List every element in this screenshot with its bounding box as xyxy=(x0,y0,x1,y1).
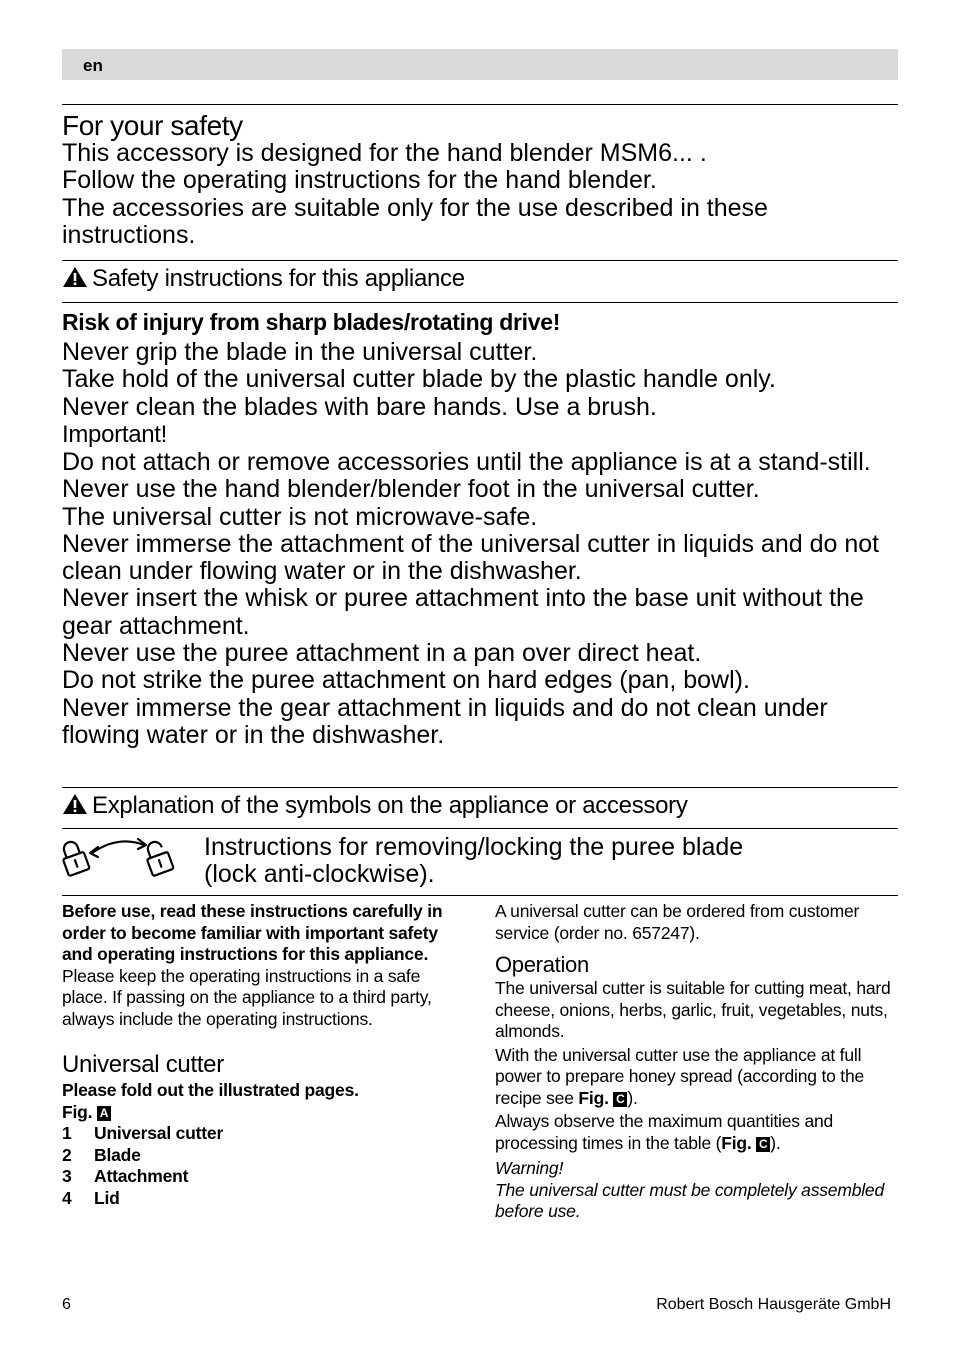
important-text xyxy=(62,449,902,749)
fig-letter-badge: A xyxy=(97,1106,111,1121)
order-note: A universal cutter can be ordered from customer service (order no. 657247). xyxy=(495,901,860,943)
risk-text xyxy=(62,339,902,421)
operation-text: Always observe the maximum quantities and processing times in the table (Fig. C ). xyxy=(495,1111,834,1153)
important-heading: Important! xyxy=(62,421,168,448)
fig-reference xyxy=(62,1102,467,1124)
intro-text: Please keep the operating instructions in a safe place. If passing on the appliance to a third party, always include the operating instructions. xyxy=(62,965,432,1029)
symbols-title: Explanation of the symbols on the appliance or accessory xyxy=(92,792,688,819)
divider xyxy=(62,787,898,788)
operation-title: Operation xyxy=(495,952,589,977)
operation-text: The universal cutter is suitable for cutting meat, hard cheese, onions, herbs, garlic, fruit, vegetables, nuts, almonds. xyxy=(495,978,891,1041)
fig-letter-badge: C xyxy=(613,1092,627,1107)
universal-cutter-title: Universal cutter xyxy=(62,1051,224,1078)
symbols-heading xyxy=(62,793,688,821)
lock-text-line: Instructions for removing/locking the puree blade xyxy=(204,833,744,861)
safety-title: For your safety xyxy=(62,110,243,141)
divider xyxy=(62,828,898,829)
safety-line: The accessories are suitable only for the use described in these instructions. xyxy=(62,193,768,249)
risk-line: Never clean the blades with bare hands. Use a brush. xyxy=(62,392,657,421)
right-column xyxy=(495,901,897,1223)
language-code: en xyxy=(83,56,103,75)
important-line: Never use the hand blender/blender foot in the universal cutter. xyxy=(62,475,760,504)
list-item: 2 Blade xyxy=(62,1144,141,1165)
list-item: 4 Lid xyxy=(62,1187,120,1208)
fig-label: Fig. xyxy=(62,1101,93,1122)
important-line: Never immerse the gear attachment in liquids and do not clean under flowing water or in the dishwasher. xyxy=(62,693,828,749)
parts-list xyxy=(62,1123,467,1209)
page-number: 6 xyxy=(62,1296,71,1313)
lock-text-line: (lock anti-clockwise). xyxy=(204,860,435,889)
important-line: Never immerse the attachment of the universal cutter in liquids and do not clean under flowing water or in the dishwasher. xyxy=(62,529,880,586)
divider xyxy=(62,260,898,261)
risk-line: Never grip the blade in the universal cutter. xyxy=(62,338,538,366)
risk-line: Take hold of the universal cutter blade by the plastic handle only. xyxy=(62,365,776,394)
important-line: Do not attach or remove accessories until the appliance is at a stand-still. xyxy=(62,448,871,476)
divider xyxy=(62,302,898,303)
footer-company: Robert Bosch Hausgeräte GmbH xyxy=(656,1296,891,1313)
safety-text xyxy=(62,140,902,249)
warning-triangle-icon xyxy=(62,793,92,821)
important-line: Never insert the whisk or puree attachment into the base unit without the gear attachment. xyxy=(62,584,864,640)
risk-heading: Risk of injury from sharp blades/rotating drive! xyxy=(62,309,561,335)
operation-text: With the universal cutter use the appliance at full power to prepare honey spread (according to the recipe see Fig. C ). xyxy=(495,1044,865,1108)
warning-text: The universal cutter must be completely assembled before use. xyxy=(495,1179,884,1221)
divider xyxy=(62,104,898,105)
divider xyxy=(62,895,898,896)
list-item: 1 Universal cutter xyxy=(62,1123,224,1143)
safety-line: This accessory is designed for the hand blender MSM6... . xyxy=(62,139,707,167)
important-line: Do not strike the puree attachment on hard edges (pan, bowl). xyxy=(62,666,750,695)
intro-bold: Before use, read these instructions carefully in order to become familiar with important safety and operating instructions for this appliance. xyxy=(62,901,443,964)
safety-instructions-heading xyxy=(62,266,465,294)
language-bar xyxy=(62,49,898,80)
warning-title: Warning! xyxy=(495,1158,564,1178)
lock-description xyxy=(204,834,884,889)
warning-triangle-icon xyxy=(62,266,92,294)
safety-instructions-title: Safety instructions for this appliance xyxy=(92,265,465,292)
lock-unlock-icon xyxy=(60,833,182,886)
important-line: The universal cutter is not microwave-safe. xyxy=(62,502,538,531)
list-item: 3 Attachment xyxy=(62,1166,189,1186)
left-column xyxy=(62,901,467,1209)
fig-letter-badge: C xyxy=(756,1137,770,1152)
fold-out-note: Please fold out the illustrated pages. xyxy=(62,1080,359,1100)
safety-line: Follow the operating instructions for the hand blender. xyxy=(62,166,657,195)
important-line: Never use the puree attachment in a pan over direct heat. xyxy=(62,639,702,668)
